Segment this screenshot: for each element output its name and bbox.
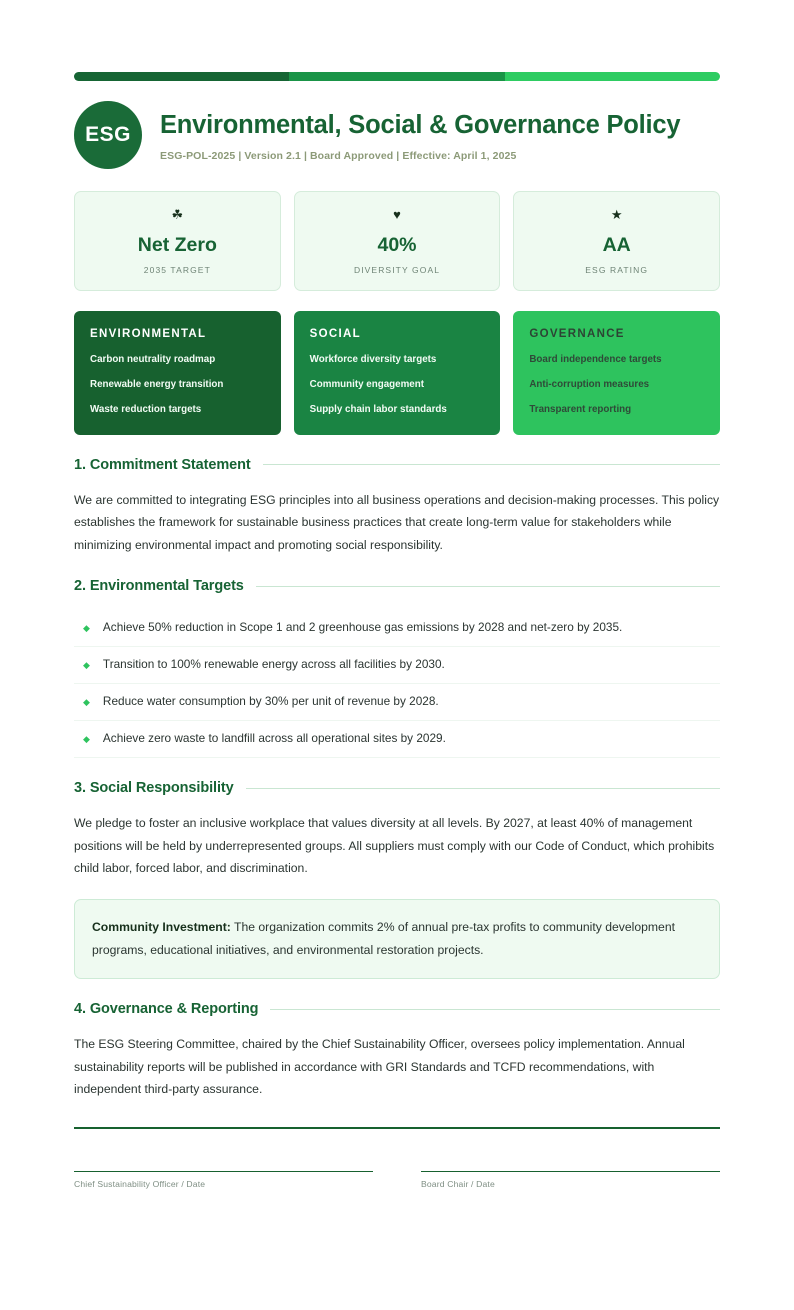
pillar-item: Transparent reporting [529,403,632,415]
section-heading: 4. Governance & Reporting [74,1001,259,1018]
pillar-title: GOVERNANCE [529,328,625,341]
stat-value: AA [602,234,631,256]
signature-line [74,1171,373,1172]
section-body: We pledge to foster an inclusive workplace that values diversity at all levels. By 2027, at least 40% of management positions will be held by underrepresented groups. All suppliers must comply with our Code of Conduct, which prohibits child labor, forced labor, and discrimination. [74,816,715,876]
clover-icon: ☘ [171,207,184,222]
section-header [74,578,720,594]
document-metadata: ESG-POL-2025 | Version 2.1 | Board Approved | Effective: April 1, 2025 [160,149,517,162]
stat-label: 2035 TARGET [143,265,211,276]
callout-label: Community Investment: [92,920,231,935]
signature-caption: Board Chair / Date [421,1179,495,1190]
header-text-group [160,108,680,162]
esg-policy-document [0,72,794,1310]
stat-value: 40% [377,234,417,256]
accent-bar [74,72,720,81]
stat-label: ESG RATING [585,265,649,276]
section-environmental-targets [74,578,720,758]
stat-cards-row [74,191,720,291]
list-item-text: Achieve zero waste to landfill across all operational sites by 2029. [102,731,446,746]
section-header [74,1001,720,1017]
signature-divider [74,1127,720,1130]
pillar-card-environmental [74,311,281,434]
callout-body: The organization commits 2% of annual pre-tax profits to community development programs, educational initiatives, and environmental restoration projects. [92,920,675,957]
section-heading: 3. Social Responsibility [74,780,234,797]
section-rule [263,464,720,465]
pillar-item: Community engagement [309,379,424,391]
list-item [74,647,720,684]
stat-value: Net Zero [137,234,217,256]
section-header [74,780,720,796]
esg-logo-text: ESG [85,123,131,146]
pillar-cards-row [74,311,720,434]
list-item-text: Achieve 50% reduction in Scope 1 and 2 greenhouse gas emissions by 2028 and net-zero by 2035. [102,620,623,635]
stat-card-net-zero [74,191,281,291]
callout-text [92,916,702,961]
list-item-text: Transition to 100% renewable energy across all facilities by 2030. [102,657,445,672]
document-header [74,101,720,169]
section-rule [246,788,720,789]
section-rule [270,1009,720,1010]
signature-row [74,1171,720,1189]
pillar-item: Carbon neutrality roadmap [90,354,216,366]
community-investment-callout [74,899,720,979]
pillar-item: Board independence targets [529,354,662,366]
stat-card-diversity [294,191,501,291]
section-body: The ESG Steering Committee, chaired by the Chief Sustainability Officer, oversees policy implementation. Annual sustainability reports will be published in accordance with GRI Standards and TCFD recommendations, with independent third-party assurance. [74,1037,685,1097]
section-body: We are committed to integrating ESG principles into all business operations and decision-making processes. This policy establishes the framework for sustainable business practices that create long-term value for stakeholders while minimizing environmental impact and promoting social responsibility. [74,492,720,552]
accent-segment-environmental [74,72,289,81]
list-item [74,684,720,721]
diamond-bullet-icon: ◆ [83,697,90,708]
pillar-item: Supply chain labor standards [309,403,447,415]
diamond-bullet-icon: ◆ [83,734,90,745]
section-governance-reporting [74,1001,720,1101]
list-item [74,721,720,758]
esg-logo [74,101,142,169]
signature-block-cso [74,1171,373,1189]
signature-caption: Chief Sustainability Officer / Date [74,1179,206,1190]
pillar-item: Renewable energy transition [90,379,224,391]
signature-line [421,1171,720,1172]
list-item [74,610,720,647]
heart-icon: ♥ [393,207,401,222]
diamond-bullet-icon: ◆ [83,623,90,634]
section-heading: 1. Commitment Statement [74,456,251,473]
page-title: Environmental, Social & Governance Policy [160,111,681,140]
pillar-card-governance [513,311,720,434]
accent-segment-governance [505,72,720,81]
pillar-item: Workforce diversity targets [309,354,437,366]
section-header [74,457,720,473]
pillar-item: Waste reduction targets [90,403,202,415]
diamond-bullet-icon: ◆ [83,660,90,671]
section-commitment-statement [74,457,720,557]
accent-segment-social [289,72,504,81]
pillar-card-social [294,311,501,434]
signature-block-board-chair [421,1171,720,1189]
pillar-title: SOCIAL [309,328,361,341]
star-icon: ★ [610,207,623,222]
environmental-targets-list [74,610,720,758]
section-social-responsibility [74,780,720,979]
pillar-title: ENVIRONMENTAL [90,328,207,341]
stat-card-esg-rating [513,191,720,291]
pillar-item: Anti-corruption measures [529,379,650,391]
stat-label: DIVERSITY GOAL [353,265,441,276]
section-heading: 2. Environmental Targets [74,578,244,595]
list-item-text: Reduce water consumption by 30% per unit of revenue by 2028. [102,694,439,709]
section-rule [256,586,720,587]
